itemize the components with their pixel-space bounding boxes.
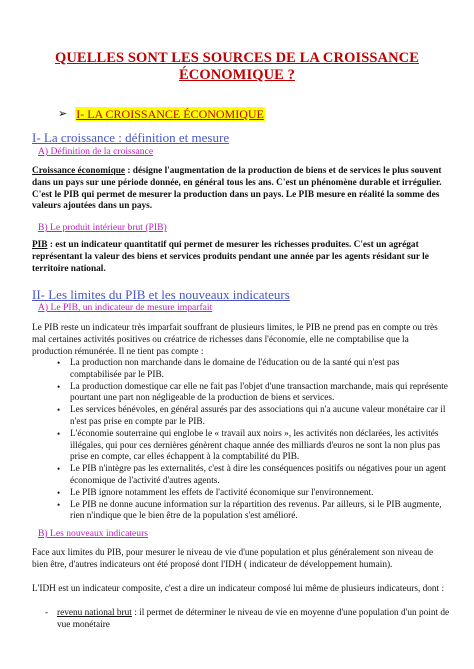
document-title-line-1: QUELLES SONT LES SOURCES DE LA CROISSANCE — [54, 50, 420, 66]
paragraph-intro-nouveaux: Face aux limites du PIB, pour mesurer le niveau de vie d'une population et plus généralement son niveau de bien être, d'autres indicateurs ont été proposé dont l'IDH ( indicateur de développement humain). — [32, 548, 434, 570]
bullet-icon: • — [57, 464, 61, 475]
heading-croissance-definition-text: I- La croissance : définition et mesure — [32, 130, 230, 145]
term-pib: PIB — [32, 240, 48, 250]
heading-limites-pib-text: II- Les limites du PIB et les nouveaux indicateurs — [32, 287, 290, 302]
bullet-icon: • — [57, 405, 61, 416]
list-item-text: La production domestique car elle ne fait pas l'objet d'une transaction marchande, mais qui représente pourtant une part non négligeable de la production de biens et services. — [70, 381, 448, 404]
subheading-definition-croissance — [38, 146, 153, 157]
heading-croissance-definition — [32, 130, 229, 145]
definition-croissance-text: : désigne l'augmentation de la production de biens et de services le plus souvent dans un pays sur une période donnée, en général tous les ans. C'est un phénomène durable et irrégulier. C'est le PIB qui permet de mesurer la production dans un pays. Le PIB mesure en réalité la somme des valeurs ajoutées dans un pays. — [32, 166, 442, 212]
subheading-pib-imparfait — [38, 302, 212, 313]
list-item — [57, 428, 448, 464]
arrow-bullet-icon: ➢ — [58, 108, 68, 120]
list-item-text: Le PIB n'intègre pas les externalités, c'est à dire les conséquences positifs ou négatives pour un agent économique de l'activité d'autres agents. — [70, 464, 446, 486]
subheading-definition-croissance-text: A) Définition de la croissance — [38, 146, 154, 157]
sub-item-revenu-national — [45, 608, 452, 632]
revenu-national-text: : il permet de déterminer le niveau de vie en moyenne d'une population d'un point de vue monétaire — [57, 608, 450, 630]
subheading-pib-imparfait-text: A) Le PIB, un indicateur de mesure imparfait — [38, 302, 213, 313]
subheading-pib — [38, 222, 167, 233]
subheading-nouveaux-indicateurs — [38, 528, 148, 539]
heading-limites-pib — [32, 287, 290, 302]
subheading-nouveaux-indicateurs-text: B) Les nouveaux indicateurs — [38, 528, 149, 539]
list-item — [57, 358, 448, 382]
list-item-text: Les services bénévoles, en général assurés par des associations qui n'a aucune valeur monétaire car il n'est pas prise en compte par le PIB. — [70, 405, 446, 427]
definition-pib-text: : est un indicateur quantitatif qui permet de mesurer les richesses produites. C'est un agrégat représentant la valeur des biens et services produits pendant une année par les agents résidant sur le territoire national. — [32, 240, 429, 274]
dash-bullet-icon: - — [45, 608, 49, 618]
document-title-line-2: ÉCONOMIQUE ? — [179, 67, 295, 83]
bullet-icon: • — [57, 499, 61, 510]
subheading-pib-text: B) Le produit intérieur brut (PIB) — [38, 222, 167, 233]
list-item — [57, 487, 448, 500]
list-item-text: Le PIB ignore notamment les effets de l'activité économique sur l'environnement. — [70, 487, 374, 498]
list-item-text: L'économie souterraine qui englobe le « travail aux noirs », les activités non déclarées, les activités illégales, qui pour ces dernières génèrent chaque année des milliards d'euros ne sont la non plus pas prise en compte, car elles échappent à la comptabilité du PIB. — [70, 428, 441, 463]
bullet-icon: • — [57, 381, 61, 392]
term-revenu-national-brut: revenu national brut — [57, 608, 132, 618]
paragraph-definition-croissance — [32, 166, 448, 213]
document-title — [0, 50, 474, 84]
paragraph-definition-pib — [32, 240, 448, 275]
paragraph-idh: L'IDH est un indicateur composite, c'est a dire un indicateur composé lui même de plusieurs indicateurs, dont : — [32, 584, 445, 594]
part-heading-label: I- LA CROISSANCE ÉCONOMIQUE — [76, 107, 264, 121]
paragraph-intro-limites: Le PIB reste un indicateur très imparfait souffrant de plusieurs limites, le PIB ne prend pas en compte ou très mal certaines activités positives ou créatrice de richesses dans l'économie, elle ne comptabilise que la production rémunérée. Il ne tient pas compte : — [32, 323, 438, 357]
list-item — [57, 405, 448, 429]
bullet-icon: • — [57, 358, 61, 368]
bullet-icon: • — [57, 428, 61, 439]
list-limites-pib — [57, 358, 448, 523]
term-croissance-economique: Croissance économique — [32, 166, 126, 176]
list-item — [57, 499, 448, 524]
part-heading — [58, 107, 265, 121]
list-item — [57, 464, 448, 488]
list-item-text: La production non marchande dans le domaine de l'éducation ou de la santé qui n'est pas comptabilisée par le PIB. — [70, 358, 400, 380]
bullet-icon: • — [57, 487, 61, 498]
list-item-text: Le PIB ne donne aucune information sur la répartition des revenus. Par ailleurs, si le PIB augmente, rien n'indique que le bien être de la population s'est amélioré. — [70, 499, 442, 522]
list-item — [57, 381, 448, 406]
